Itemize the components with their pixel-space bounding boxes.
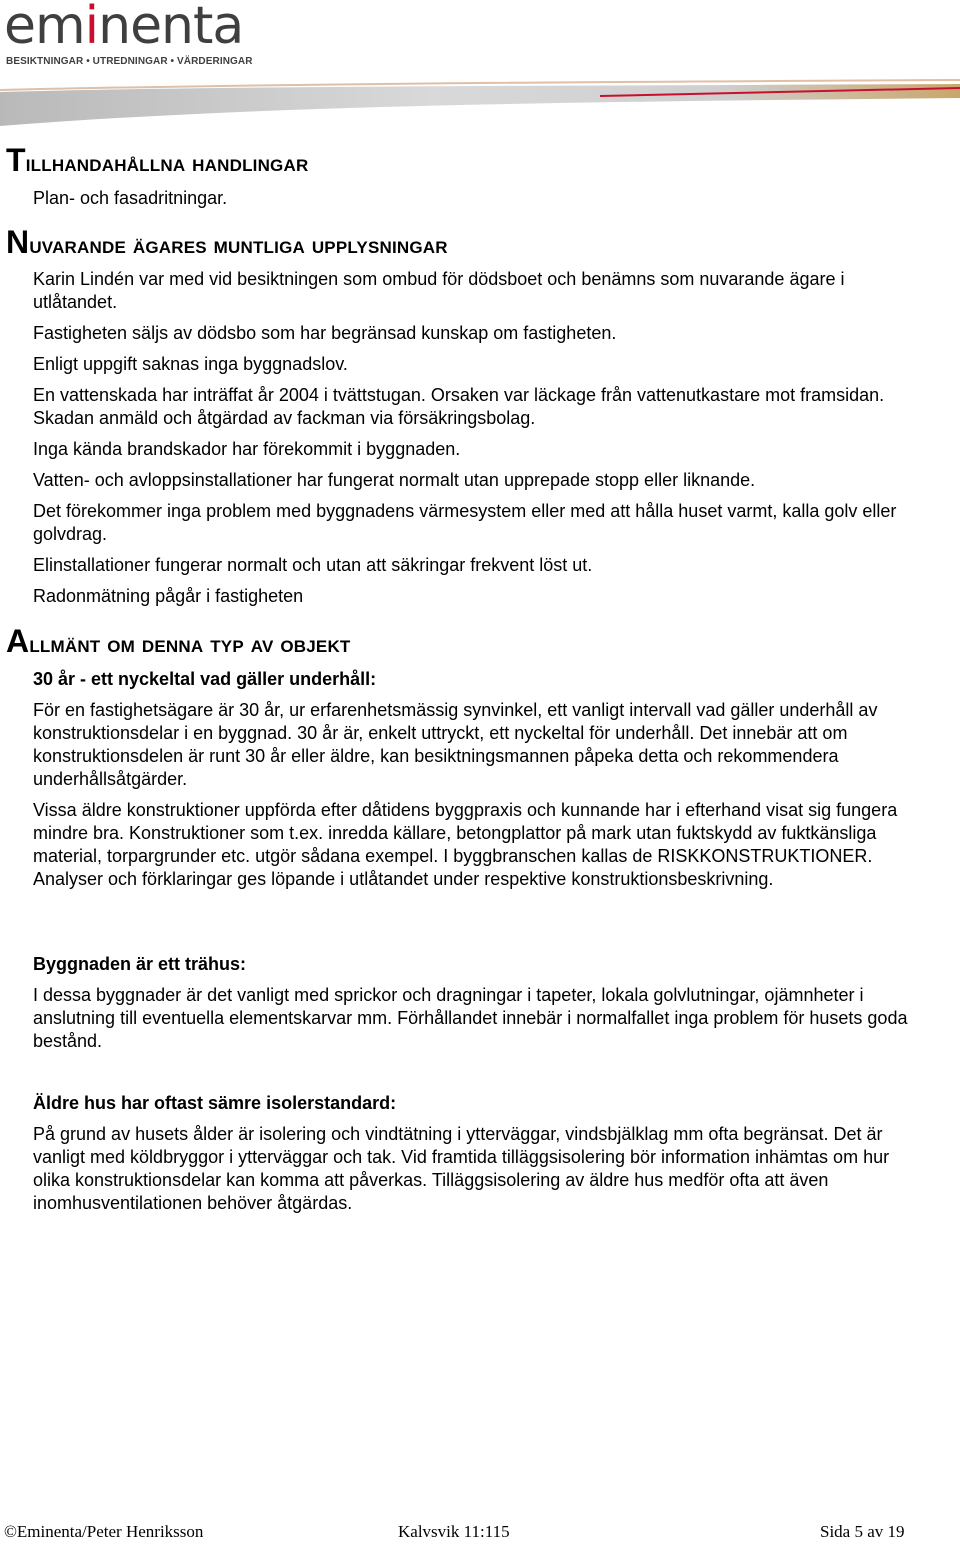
subheading-isolerstandard: Äldre hus har oftast sämre isolerstandard: (33, 1093, 397, 1113)
upplysning-item: Radonmätning pågår i fastigheten (33, 586, 304, 606)
upplysning-item: En vattenskada har inträffat år 2004 i tvättstugan. Orsaken var läckage från vattenutkastare mot framsidan. Skadan anmäld och åtgärdad av fackman via försäkringsbolag. (33, 385, 885, 428)
subheading-underhall: 30 år - ett nyckeltal vad gäller underhåll: (33, 669, 377, 689)
paragraph-isolerstandard: På grund av husets ålder är isolering och vindtätning i ytterväggar, vindsbjälklag mm ofta begränsat. Det är vanligt med köldbryggor i ytterväggar och tak. Vid framtida tilläggsisolering bör information inhämtas om hur olika konstruktionsdelar kan komma att påverkas. Tilläggsisolering av äldre hus medför ofta att även inomhusventilationen behöver åtgärdas. (33, 1124, 890, 1213)
section-title-handlingar: Tillhandahållna handlingar (6, 142, 309, 178)
upplysning-item: Inga kända brandskador har förekommit i byggnaden. (33, 439, 461, 459)
handlingar-item: Plan- och fasadritningar. (33, 188, 228, 208)
company-logo (4, 0, 253, 72)
upplysning-item: Vatten- och avloppsinstallationer har fungerat normalt utan upprepade stopp eller liknande. (33, 470, 756, 490)
logo-wordmark: eminenta (4, 0, 244, 56)
upplysning-item: Elinstallationer fungerar normalt och utan att säkringar frekvent löst ut. (33, 555, 593, 575)
subheading-trahus: Byggnaden är ett trähus: (33, 954, 247, 974)
section-title-allmant: Allmänt om denna typ av objekt (6, 623, 351, 659)
header-swoosh-graphic (0, 76, 960, 128)
section-title-upplysningar: Nuvarande ägares muntliga upplysningar (6, 224, 448, 260)
footer-page-number: Sida 5 av 19 (820, 1522, 905, 1541)
paragraph-trahus: I dessa byggnader är det vanligt med sprickor och dragningar i tapeter, lokala golvlutningar, ojämnheter i anslutning till eventuella elementskarvar mm. Förhållandet innebär i normalfallet inga problem för husets goda bestånd. (33, 985, 908, 1051)
paragraph-underhall: För en fastighetsägare är 30 år, ur erfarenhetsmässig synvinkel, ett vanligt intervall vad gäller underhåll av konstruktionsdelar i en byggnad. 30 år är, enkelt uttryckt, ett nyckeltal för underhåll. Det innebär att om konstruktionsdelen är runt 30 år eller äldre, kan besiktningsmannen påpeka detta och rekommendera underhållsåtgärder. (33, 700, 878, 789)
upplysning-item: Det förekommer inga problem med byggnadens värmesystem eller med att hålla huset varmt, kalla golv eller golvdrag. (33, 501, 897, 544)
paragraph-riskkonstruktioner: Vissa äldre konstruktioner uppförda efter dåtidens byggpraxis och kunnande har i efterhand visat sig fungera mindre bra. Konstruktioner som t.ex. inredda källare, betongplattor på mark utan fuktskydd av fuktkänsliga material, torpargrunder etc. utgör sådana exempel. I byggbranschen kallas de RISKKONSTRUKTIONER. Analyser och förklaringar ges löpande i utlåtandet under respektive konstruktionsbeskrivning. (33, 800, 898, 889)
upplysning-item: Enligt uppgift saknas inga byggnadslov. (33, 354, 348, 374)
page-footer (0, 1522, 960, 1544)
upplysning-item: Fastigheten säljs av dödsbo som har begränsad kunskap om fastigheten. (33, 323, 617, 343)
footer-author: ©Eminenta/Peter Henriksson (4, 1522, 204, 1541)
footer-property: Kalvsvik 11:115 (398, 1522, 510, 1541)
logo-tagline: BESIKTNINGAR • UTREDNINGAR • VÄRDERINGAR (6, 56, 253, 67)
upplysning-item: Karin Lindén var med vid besiktningen som ombud för dödsboet och benämns som nuvarande ägare i utlåtandet. (33, 269, 845, 312)
